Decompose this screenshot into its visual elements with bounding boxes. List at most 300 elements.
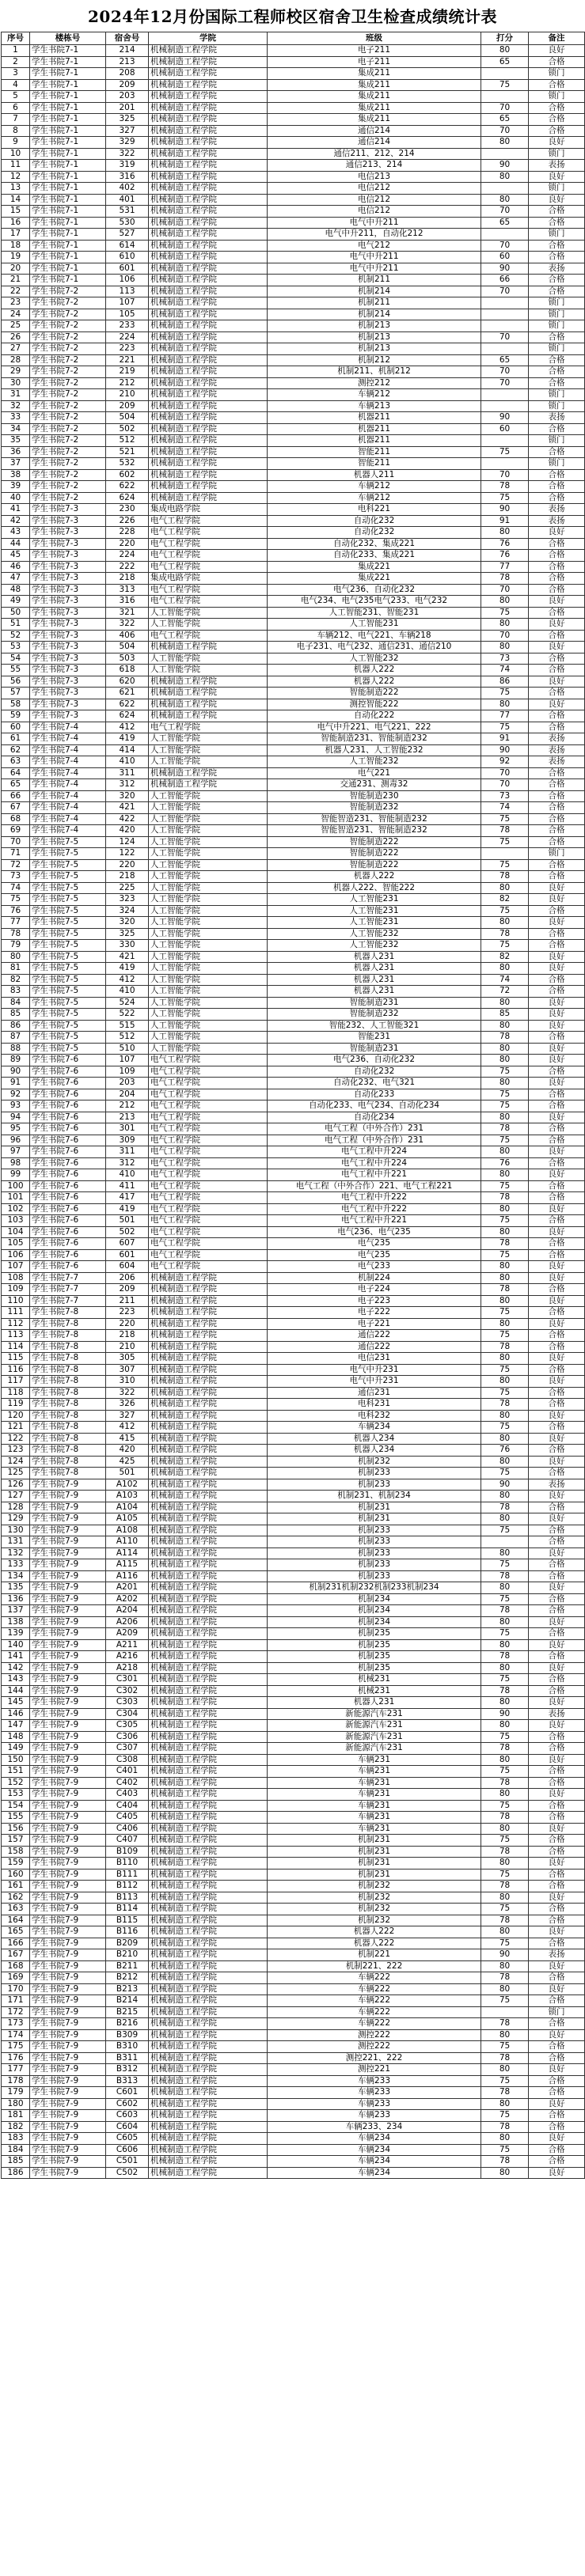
table-row: [2, 836, 585, 848]
cell-college: 机械制造工程学院: [149, 56, 268, 68]
cell-building: 学生书院7-2: [30, 286, 106, 297]
cell-remark: 良好: [529, 1960, 585, 1972]
cell-class: 机制221、222: [268, 1960, 481, 1972]
table-row: [2, 710, 585, 722]
cell-room: 203: [106, 1078, 149, 1089]
cell-remark: 合格: [529, 859, 585, 871]
cell-college: 机械制造工程学院: [149, 354, 268, 366]
header-score: 打分: [481, 32, 529, 45]
cell-index: 168: [2, 1960, 30, 1972]
cell-index: 58: [2, 699, 30, 710]
cell-college: 人工智能学院: [149, 653, 268, 665]
cell-college: 电气工程学院: [149, 1100, 268, 1112]
cell-score: 75: [481, 2144, 529, 2156]
cell-room: 501: [106, 1468, 149, 1479]
cell-remark: 表扬: [529, 744, 585, 756]
cell-score: 80: [481, 1112, 529, 1123]
cell-index: 48: [2, 584, 30, 596]
cell-class: 人工智能231: [268, 619, 481, 631]
cell-college: 人工智能学院: [149, 871, 268, 883]
cell-college: 人工智能学院: [149, 940, 268, 952]
cell-score: 80: [481, 1983, 529, 1995]
cell-score: 82: [481, 951, 529, 963]
table-header-row: [2, 32, 585, 45]
cell-college: 机械制造工程学院: [149, 779, 268, 791]
cell-remark: 合格: [529, 1502, 585, 1513]
cell-building: 学生书院7-2: [30, 331, 106, 343]
cell-college: 机械制造工程学院: [149, 1513, 268, 1525]
table-row: [2, 1674, 585, 1686]
table-row: [2, 171, 585, 183]
cell-building: 学生书院7-6: [30, 1123, 106, 1135]
cell-room: B313: [106, 2075, 149, 2087]
cell-room: B210: [106, 1949, 149, 1961]
cell-class: 车辆231: [268, 1789, 481, 1801]
cell-index: 40: [2, 492, 30, 504]
cell-building: 学生书院7-2: [30, 320, 106, 332]
cell-index: 52: [2, 630, 30, 642]
cell-index: 38: [2, 469, 30, 481]
cell-room: 521: [106, 446, 149, 458]
cell-room: 524: [106, 997, 149, 1009]
cell-building: 学生书院7-1: [30, 240, 106, 252]
cell-index: 120: [2, 1410, 30, 1422]
cell-room: 233: [106, 320, 149, 332]
cell-index: 116: [2, 1364, 30, 1376]
cell-room: 510: [106, 1043, 149, 1055]
table-row: [2, 1525, 585, 1536]
cell-class: 电信212: [268, 183, 481, 195]
cell-building: 学生书院7-4: [30, 767, 106, 779]
cell-college: 电气工程学院: [149, 596, 268, 608]
cell-remark: 良好: [529, 2029, 585, 2041]
cell-remark: 合格: [529, 974, 585, 986]
cell-remark: 合格: [529, 665, 585, 676]
cell-college: 机械制造工程学院: [149, 1479, 268, 1491]
cell-index: 79: [2, 940, 30, 952]
cell-index: 4: [2, 79, 30, 91]
table-row: [2, 1157, 585, 1169]
cell-class: 电子211: [268, 45, 481, 57]
cell-building: 学生书院7-2: [30, 389, 106, 401]
cell-building: 学生书院7-9: [30, 1593, 106, 1605]
cell-score: 65: [481, 114, 529, 126]
cell-class: 集成211: [268, 102, 481, 114]
cell-score: 80: [481, 1318, 529, 1330]
cell-class: 车辆213: [268, 400, 481, 412]
cell-index: 82: [2, 974, 30, 986]
cell-index: 109: [2, 1284, 30, 1296]
cell-index: 160: [2, 1869, 30, 1881]
cell-score: 80: [481, 1146, 529, 1158]
cell-score: 73: [481, 653, 529, 665]
table-row: [2, 1582, 585, 1594]
table-row: [2, 1995, 585, 2007]
cell-remark: 良好: [529, 194, 585, 206]
table-row: [2, 217, 585, 229]
cell-class: 车辆231: [268, 1766, 481, 1778]
table-row: [2, 1272, 585, 1284]
cell-score: 65: [481, 354, 529, 366]
cell-college: 机械制造工程学院: [149, 320, 268, 332]
cell-room: 325: [106, 114, 149, 126]
cell-college: 电气工程学院: [149, 1123, 268, 1135]
cell-index: 11: [2, 160, 30, 172]
cell-remark: 合格: [529, 871, 585, 883]
cell-room: 212: [106, 1100, 149, 1112]
cell-college: 机械制造工程学院: [149, 297, 268, 309]
cell-class: 机器人231: [268, 974, 481, 986]
cell-score: 70: [481, 767, 529, 779]
table-row: [2, 45, 585, 57]
cell-building: 学生书院7-3: [30, 550, 106, 562]
cell-class: 电气234、电气235电气233、电气232: [268, 596, 481, 608]
cell-score: 78: [481, 2156, 529, 2168]
cell-class: 通信222: [268, 1341, 481, 1353]
cell-class: 机制234: [268, 1605, 481, 1617]
cell-score: 75: [481, 1835, 529, 1847]
cell-room: 311: [106, 767, 149, 779]
cell-class: 车辆233、234: [268, 2121, 481, 2133]
cell-room: 105: [106, 309, 149, 320]
cell-remark: 表扬: [529, 733, 585, 745]
cell-college: 机械制造工程学院: [149, 458, 268, 470]
cell-class: 电气工程中升222: [268, 1203, 481, 1215]
cell-index: 87: [2, 1032, 30, 1044]
cell-remark: 良好: [529, 1892, 585, 1904]
cell-index: 114: [2, 1341, 30, 1353]
cell-score: 80: [481, 1639, 529, 1651]
cell-room: B109: [106, 1846, 149, 1858]
cell-building: 学生书院7-9: [30, 1605, 106, 1617]
cell-room: 422: [106, 813, 149, 825]
cell-room: 211: [106, 1295, 149, 1307]
cell-class: 机制231: [268, 1846, 481, 1858]
cell-remark: 良好: [529, 1376, 585, 1388]
cell-remark: 合格: [529, 1812, 585, 1824]
cell-remark: 合格: [529, 56, 585, 68]
cell-college: 机械制造工程学院: [149, 1835, 268, 1847]
cell-remark: 合格: [529, 1881, 585, 1892]
cell-college: 机械制造工程学院: [149, 1708, 268, 1720]
cell-room: 425: [106, 1456, 149, 1468]
cell-remark: 合格: [529, 1766, 585, 1778]
cell-room: C306: [106, 1731, 149, 1743]
cell-building: 学生书院7-9: [30, 2064, 106, 2076]
cell-college: 机械制造工程学院: [149, 229, 268, 241]
cell-remark: 合格: [529, 1938, 585, 1949]
cell-class: 机制211: [268, 297, 481, 309]
cell-college: 机械制造工程学院: [149, 1881, 268, 1892]
cell-college: 机械制造工程学院: [149, 183, 268, 195]
cell-building: 学生书院7-1: [30, 45, 106, 57]
cell-building: 学生书院7-3: [30, 504, 106, 516]
table-row: [2, 1697, 585, 1709]
table-row: [2, 790, 585, 802]
cell-room: 614: [106, 240, 149, 252]
cell-score: 78: [481, 1032, 529, 1044]
cell-class: 电科232: [268, 1410, 481, 1422]
cell-score: [481, 848, 529, 860]
cell-building: 学生书院7-9: [30, 2156, 106, 2168]
cell-index: 61: [2, 733, 30, 745]
cell-score: 77: [481, 561, 529, 573]
cell-class: 车辆212、电气221、车辆218: [268, 630, 481, 642]
cell-room: C603: [106, 2110, 149, 2122]
cell-class: 机制234: [268, 1593, 481, 1605]
cell-score: 80: [481, 1754, 529, 1766]
cell-score: 75: [481, 859, 529, 871]
cell-room: 223: [106, 1307, 149, 1319]
table-row: [2, 1020, 585, 1032]
cell-class: 测控212: [268, 377, 481, 389]
cell-building: 学生书院7-8: [30, 1410, 106, 1422]
cell-college: 机械制造工程学院: [149, 1399, 268, 1411]
table-row: [2, 1330, 585, 1342]
cell-index: 28: [2, 354, 30, 366]
cell-index: 171: [2, 1995, 30, 2007]
cell-building: 学生书院7-9: [30, 1685, 106, 1697]
cell-index: 59: [2, 710, 30, 722]
cell-class: 机器211: [268, 435, 481, 447]
table-row: [2, 1835, 585, 1847]
cell-score: 70: [481, 286, 529, 297]
table-row: [2, 1055, 585, 1066]
cell-college: 人工智能学院: [149, 951, 268, 963]
table-row: [2, 1731, 585, 1743]
table-row: [2, 1089, 585, 1100]
cell-building: 学生书院7-9: [30, 2087, 106, 2099]
cell-room: 208: [106, 68, 149, 80]
cell-class: 测控智能222: [268, 699, 481, 710]
cell-college: 机械制造工程学院: [149, 171, 268, 183]
table-row: [2, 1043, 585, 1055]
cell-index: 45: [2, 550, 30, 562]
cell-index: 147: [2, 1720, 30, 1732]
cell-remark: 合格: [529, 114, 585, 126]
cell-room: 310: [106, 1376, 149, 1388]
cell-index: 108: [2, 1272, 30, 1284]
table-row: [2, 584, 585, 596]
cell-class: 电气工程中升222: [268, 1192, 481, 1204]
table-row: [2, 1881, 585, 1892]
cell-class: 机制233: [268, 1525, 481, 1536]
table-row: [2, 1307, 585, 1319]
cell-class: 电气工程中升221: [268, 1169, 481, 1181]
cell-room: B116: [106, 1926, 149, 1938]
cell-room: A216: [106, 1651, 149, 1663]
cell-room: 206: [106, 1272, 149, 1284]
cell-building: 学生书院7-9: [30, 1570, 106, 1582]
cell-class: 集成221: [268, 561, 481, 573]
cell-index: 166: [2, 1938, 30, 1949]
cell-index: 69: [2, 825, 30, 837]
cell-remark: 合格: [529, 1135, 585, 1146]
cell-score: 75: [481, 2041, 529, 2053]
cell-building: 学生书院7-6: [30, 1203, 106, 1215]
cell-room: 225: [106, 882, 149, 894]
cell-remark: 表扬: [529, 1479, 585, 1491]
table-row: [2, 1180, 585, 1192]
cell-college: 机械制造工程学院: [149, 160, 268, 172]
cell-class: 电信213: [268, 171, 481, 183]
table-row: [2, 160, 585, 172]
cell-remark: 良好: [529, 527, 585, 539]
cell-class: 车辆234: [268, 2156, 481, 2168]
cell-building: 学生书院7-6: [30, 1135, 106, 1146]
cell-college: 机械制造工程学院: [149, 275, 268, 286]
cell-building: 学生书院7-5: [30, 940, 106, 952]
cell-score: 80: [481, 1169, 529, 1181]
cell-room: 305: [106, 1353, 149, 1365]
cell-score: 75: [481, 940, 529, 952]
cell-class: 机器人231: [268, 951, 481, 963]
cell-room: 222: [106, 561, 149, 573]
cell-class: 车辆222: [268, 1983, 481, 1995]
cell-class: 电气212: [268, 240, 481, 252]
cell-score: [481, 400, 529, 412]
cell-remark: 合格: [529, 1192, 585, 1204]
cell-score: 75: [481, 1089, 529, 1100]
cell-class: 自动化233: [268, 1089, 481, 1100]
cell-index: 153: [2, 1789, 30, 1801]
cell-class: 车辆222: [268, 1995, 481, 2007]
cell-class: 机制233: [268, 1559, 481, 1571]
cell-room: 604: [106, 1261, 149, 1273]
cell-room: 122: [106, 848, 149, 860]
cell-remark: 合格: [529, 1445, 585, 1457]
cell-class: 测控221: [268, 2064, 481, 2076]
cell-college: 电气工程学院: [149, 1261, 268, 1273]
cell-remark: 合格: [529, 573, 585, 585]
cell-class: 自动化233、电气234、自动化234: [268, 1100, 481, 1112]
cell-building: 学生书院7-7: [30, 1284, 106, 1296]
cell-class: 人工智能231、智能231: [268, 607, 481, 619]
cell-building: 学生书院7-8: [30, 1364, 106, 1376]
cell-remark: 合格: [529, 492, 585, 504]
cell-class: 机械231: [268, 1674, 481, 1686]
cell-room: 109: [106, 1066, 149, 1078]
cell-class: 自动化232: [268, 1066, 481, 1078]
cell-class: 人工智能232: [268, 653, 481, 665]
cell-college: 电气工程学院: [149, 1215, 268, 1227]
cell-college: 机械制造工程学院: [149, 1651, 268, 1663]
cell-index: 91: [2, 1078, 30, 1089]
table-row: [2, 1960, 585, 1972]
cell-class: 电气235: [268, 1238, 481, 1250]
cell-score: 78: [481, 1812, 529, 1824]
cell-index: 8: [2, 125, 30, 137]
cell-class: 智能制造222: [268, 688, 481, 699]
cell-class: 机械231: [268, 1685, 481, 1697]
cell-college: 机械制造工程学院: [149, 412, 268, 424]
table-row: [2, 91, 585, 103]
cell-college: 人工智能学院: [149, 744, 268, 756]
table-row: [2, 630, 585, 642]
cell-remark: 良好: [529, 699, 585, 710]
cell-score: 75: [481, 1330, 529, 1342]
cell-room: 530: [106, 217, 149, 229]
cell-room: 329: [106, 137, 149, 149]
cell-college: 机械制造工程学院: [149, 1915, 268, 1926]
cell-class: 电气236、自动化232: [268, 1055, 481, 1066]
cell-building: 学生书院7-9: [30, 1697, 106, 1709]
cell-building: 学生书院7-8: [30, 1387, 106, 1399]
cell-room: B112: [106, 1881, 149, 1892]
cell-index: 46: [2, 561, 30, 573]
cell-remark: 良好: [529, 596, 585, 608]
cell-college: 机械制造工程学院: [149, 2064, 268, 2076]
cell-index: 127: [2, 1491, 30, 1502]
cell-index: 169: [2, 1972, 30, 1984]
cell-class: 机制232: [268, 1904, 481, 1915]
cell-college: 人工智能学院: [149, 928, 268, 940]
cell-room: 209: [106, 79, 149, 91]
cell-room: 220: [106, 538, 149, 550]
table-row: [2, 183, 585, 195]
cell-college: 人工智能学院: [149, 997, 268, 1009]
table-row: [2, 1605, 585, 1617]
cell-building: 学生书院7-5: [30, 997, 106, 1009]
cell-remark: 合格: [529, 2075, 585, 2087]
cell-score: 82: [481, 894, 529, 906]
cell-index: 176: [2, 2052, 30, 2064]
cell-index: 33: [2, 412, 30, 424]
cell-index: 25: [2, 320, 30, 332]
cell-class: 电气236、电气235: [268, 1226, 481, 1238]
cell-building: 学生书院7-1: [30, 148, 106, 160]
cell-class: 车辆234: [268, 1422, 481, 1434]
cell-class: 智能231: [268, 1032, 481, 1044]
cell-class: 机制233: [268, 1547, 481, 1559]
cell-score: 80: [481, 171, 529, 183]
cell-class: 电气工程中升224: [268, 1157, 481, 1169]
cell-college: 机械制造工程学院: [149, 194, 268, 206]
cell-building: 学生书院7-6: [30, 1055, 106, 1066]
cell-building: 学生书院7-1: [30, 252, 106, 263]
cell-index: 78: [2, 928, 30, 940]
cell-building: 学生书院7-1: [30, 79, 106, 91]
cell-score: 80: [481, 2064, 529, 2076]
cell-index: 60: [2, 722, 30, 733]
cell-score: 75: [481, 1766, 529, 1778]
cell-room: 327: [106, 125, 149, 137]
cell-college: 机械制造工程学院: [149, 1823, 268, 1835]
table-row: [2, 676, 585, 688]
cell-remark: 锁门: [529, 183, 585, 195]
table-row: [2, 653, 585, 665]
cell-score: 70: [481, 630, 529, 642]
cell-score: 86: [481, 676, 529, 688]
cell-score: 78: [481, 1651, 529, 1663]
table-row: [2, 699, 585, 710]
cell-college: 人工智能学院: [149, 1032, 268, 1044]
cell-score: 78: [481, 1972, 529, 1984]
cell-room: 610: [106, 252, 149, 263]
cell-score: 80: [481, 1433, 529, 1445]
cell-college: 人工智能学院: [149, 882, 268, 894]
cell-building: 学生书院7-6: [30, 1100, 106, 1112]
cell-building: 学生书院7-1: [30, 171, 106, 183]
cell-building: 学生书院7-9: [30, 1972, 106, 1984]
cell-building: 学生书院7-7: [30, 1295, 106, 1307]
cell-index: 18: [2, 240, 30, 252]
inspection-table: [1, 32, 585, 2179]
cell-building: 学生书院7-6: [30, 1146, 106, 1158]
cell-remark: 合格: [529, 767, 585, 779]
cell-room: 412: [106, 1422, 149, 1434]
table-row: [2, 2110, 585, 2122]
